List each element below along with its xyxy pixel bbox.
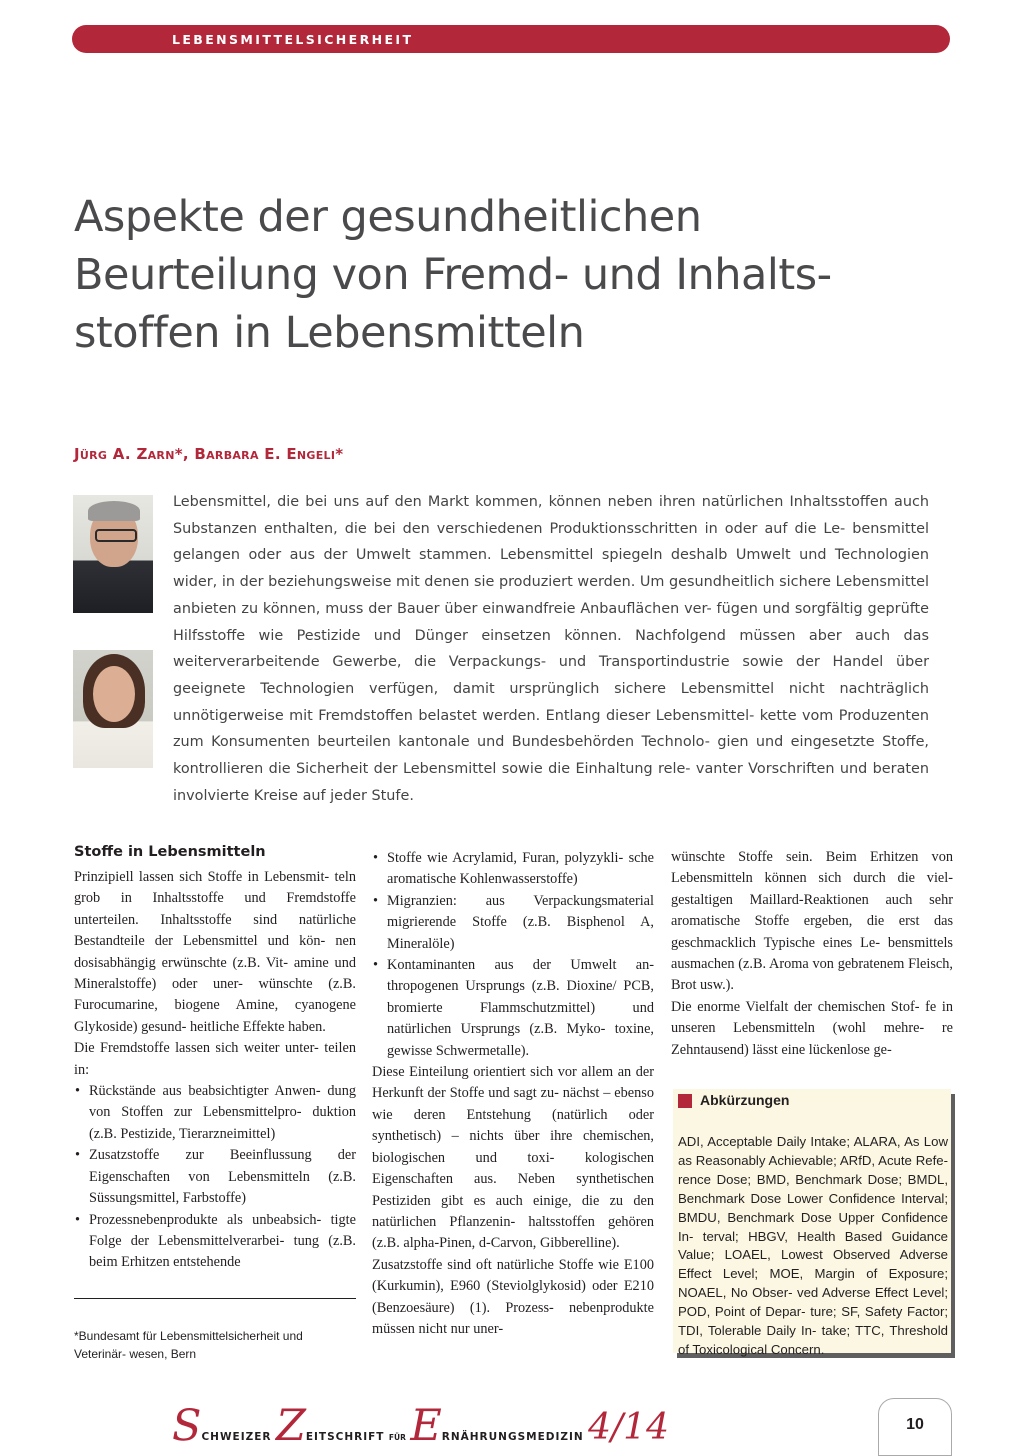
body-column-2 [372,843,654,1340]
abbreviations-title: Abkürzungen [700,1092,790,1108]
journal-initial: Z [275,1401,306,1451]
body-paragraph: Die enorme Vielfalt der chemischen Stof- fe in unseren Lebensmitteln (wohl mehre- re Zehntausend) lässt eine lückenlose ge- [671,998,953,1058]
author-footnote: *Bundesamt für Lebensmittelsicherheit und Veterinär- wesen, Bern [74,1298,356,1363]
body-column-3 [671,847,953,1061]
journal-initial: E [410,1401,442,1451]
list-item: • Migranzien: aus Verpackungsmaterial migrierende Stoffe (z.B. Bisphenol A, Mineralöle) [372,891,654,955]
author-line: Jürg A. Zarn*, Barbara E. Engeli* [74,445,344,463]
section-label: LEBENSMITTELSICHERHEIT [172,32,414,47]
bullet-list [74,1081,356,1274]
list-item: • Kontaminanten aus der Umwelt an- thropogenen Ursprungs (z.B. Dioxine/ PCB, bromierte Flammschutzmittel) und natürlichen Ursprungs (z.B. Myko- toxine, gewisse Schwermetalle). [372,955,654,1062]
bullet-list [372,848,654,1062]
section-banner [72,25,950,53]
body-paragraph: Diese Einteilung orientiert sich vor allem an der Herkunft der Stoffe und sagt zu- nächst – ebenso wie deren Entstehung (natürlich oder synthetisch) – nichts über ihre chemischen, biologischen und toxi- kologischen Eigenschaften aus. Neben synthetischen Pestiziden gibt es auch einige, die zu den natürlichen Pflanzenin- haltsstoffen gehören (z.B. alpha-Pinen, d-Carvon, Gibberelline). [372,1064,655,1252]
list-item: • Prozessnebenprodukte als unbeabsich- tigte Folge der Lebensmittelverarbei- tung (z.B. beim Erhitzen entstehende [74,1210,356,1274]
list-item: • Rückstände aus beabsichtigter Anwen- dung von Stoffen zur Lebensmittelpro- duktion (z.B. Pestizide, Tierarzneimittel) [74,1081,356,1145]
body-paragraph: Zusatzstoffe sind oft natürliche Stoffe wie E100 (Kurkumin), E960 (Steviolglykosid) oder E210 (Benzoesäure) (1). Prozess- nebenprodukte müssen nicht nur uner- [372,1256,655,1337]
list-item-continuation: • Stoffe wie Acrylamid, Furan, polyzykli- sche aromatische Kohlenwasserstoffe) [372,848,654,891]
page-number: 10 [906,1416,924,1433]
title-line: Beurteilung von Fremd- und Inhalts- [74,250,832,300]
body-paragraph: wünschte Stoffe sein. Beim Erhitzen von Lebensmitteln können sich durch die viel- gestaltigen Maillard-Reaktionen auch sehr aromatische Stoffe ergeben, die erst das geschmacklich Typische eines Le- bensmittels ausmachen (z.B. Aroma von gebratenem Fleisch, Brot usw.). [671,849,954,994]
author-photo-zarn [73,495,153,613]
list-item: • Zusatzstoffe zur Beeinflussung der Eigenschaften von Lebensmitteln (z.B. Süssungsmittel, Farbstoffe) [74,1145,356,1209]
body-paragraph: Die Fremdstoffe lassen sich weiter unter- teilen in: [74,1040,356,1078]
journal-initial: S [172,1401,202,1451]
abbreviations-box [673,1089,951,1357]
box-marker-icon [678,1094,692,1108]
issue-number: 4/14 [588,1407,669,1448]
section-heading: Stoffe in Lebensmitteln [74,844,266,860]
journal-title: SCHWEIZER ZEITSCHRIFT FÜR ERNÄHRUNGSMEDIZIN 4/14 [172,1401,669,1451]
title-line: Aspekte der gesundheitlichen [74,192,702,242]
author-photo-engeli [73,650,153,768]
intro-paragraph: Lebensmittel, die bei uns auf den Markt kommen, können neben ihren natürlichen Inhaltsstoffen auch Substanzen enthalten, die bei den verschiedenen Produktionsschritten in oder auf die Le- bensmittel gelangen oder aus der Umwelt stammen. Lebensmittel spiegeln deshalb Umwelt und Technologien wider, in der beziehungsweise mit denen sie produziert werden. Um gesundheitlich sichere Lebensmittel anbieten zu können, muss der Bauer über einwandfreie Anbauflächen ver- fügen und sorgfältig geprüfte Hilfsstoffe wie Pestizide und Dünger einsetzen können. Nachfolgend müssen aber auch das weiterverarbeitende Gewerbe, die Verpackungs- und Transportindustrie sowie der Handel über geeignete Technologien verfügen, damit ursprünglich sichere Lebensmittel nicht nachträglich unnötigerweise mit Fremdstoffen belastet werden. Entlang dieser Lebensmittel- kette vom Produzenten zum Konsumenten beurteilen kantonale und Bundesbehörden Technolo- gien und eingesetzte Stoffe, kontrollieren die Sicherheit der Lebensmittel sowie die Einhaltung rele- vanter Vorschriften und beraten involvierte Kreise auf jeder Stufe. [173,494,930,804]
page-number-tab [878,1398,952,1456]
abbreviations-text: ADI, Acceptable Daily Intake; ALARA, As Low as Reasonably Achievable; ARfD, Acute Refe- rence Dose; BMD, Benchmark Dose; BMDL, Benchmark Dose Lower Confidence Interval; BMDU, Benchmark Dose Upper Confidence In- terval; HBGV, Health Based Guidance Value; LOAEL, Lowest Observed Adverse Effect Level; MOE, Margin of Exposure; NOAEL, No Obser- ved Adverse Effect Level; POD, Point of Depar- ture; SF, Safety Factor; TDI, Tolerable Daily In- take; TTC, Threshold of Toxicological Concern. [678,1134,949,1357]
article-title [74,188,954,362]
body-paragraph: Prinzipiell lassen sich Stoffe in Lebensmit- teln grob in Inhaltsstoffe und Fremdstoffe unterteilen. Inhaltsstoffe sind natürliche Bestandteile der Lebensmittel und kön- nen dosisabhängig erwünschte (z.B. Vit- amine und Mineralstoffe) oder uner- wünschte (z.B. Furocumarine, biogene Amine, cyanogene Glykoside) gesund- heitliche Effekte haben. [74,869,357,1035]
title-line: stoffen in Lebensmitteln [74,308,585,358]
body-column-1 [74,843,356,1274]
